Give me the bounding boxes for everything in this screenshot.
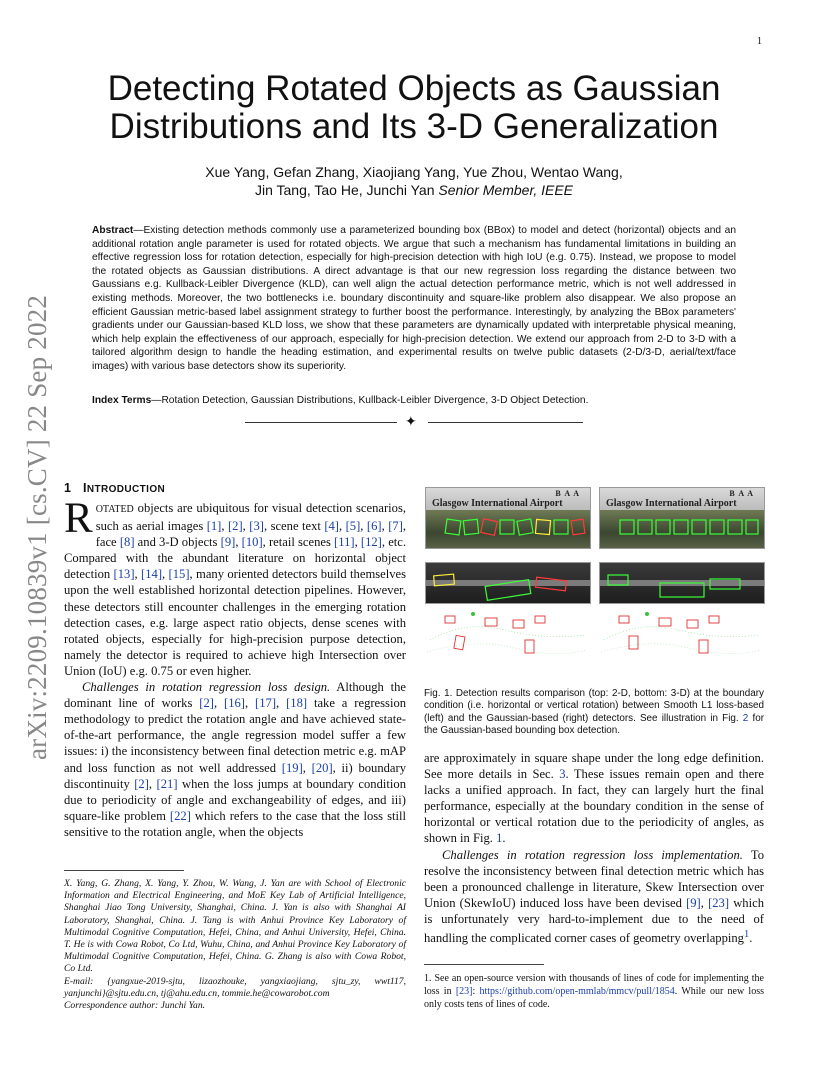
citation-link[interactable]: [19] [281,760,303,775]
text-run: , [302,760,312,775]
paragraph-heading: Challenges in rotation regression loss design. [82,680,331,695]
citation-link[interactable]: [16] [224,696,245,711]
citation-link[interactable]: [17] [255,696,277,711]
banner-small-text: B A A [555,489,580,498]
text-run: , [242,519,250,534]
title-line-1: Detecting Rotated Objects as Gaussian [107,69,721,108]
footnote-marker-link[interactable]: 1 [743,929,750,941]
footnote-rule-left [64,870,184,871]
section-heading [64,481,165,495]
text-run: , [148,776,157,791]
citation-link[interactable]: [20] [311,760,333,775]
citation-link[interactable]: [4] [324,519,339,534]
section-ref-link[interactable]: 3 [559,767,566,782]
github-url-link[interactable]: https://github.com/open-mmlab/mmcv/pull/1854 [479,986,675,997]
text-run: , retail scenes [262,535,335,550]
banner-small-text: B A A [729,489,754,498]
citation-link[interactable]: [22] [169,808,191,823]
caption-text: Fig. 1. Detection results comparison (top: 2-D, bottom: 3-D) at the boundary condition (i.e. horizontal or vertical rotation) between Smooth L1 loss-based (left) and the Gaussian-based (right) detectors. See illustration in Fig. [424,688,764,724]
figure-panel-smooth-l1 [425,484,591,684]
text-run: , [381,519,389,534]
figure-1-caption [424,688,764,738]
apron-area [600,510,764,548]
citation-link[interactable]: [13] [113,567,135,582]
lidar-scene [599,610,763,660]
text-run: . [502,831,506,846]
text-run: , [213,696,225,711]
runway [426,563,590,603]
lidar-points [599,610,763,660]
paper-title [60,70,768,146]
text-run: , [162,567,169,582]
right-column-text [424,750,764,946]
abstract-text: —Existing detection methods commonly use a parameterized bounding box (BBox) to model and detect (horizontal) objects and an additional rotation angle parameter is used for rotated objects. We argue that such a mechanism has fundamental limitations in building an effective regression loss for rotation detection, especially for high-precision detection with high IoU (e.g. 0.75). Instead, we propose to model the rotated objects as Gaussian distributions. A direct advantage is that our new regression loss regarding the distance between two Gaussians e.g. Kullback-Leibler Divergence (KLD), can well align the actual detection performance metric, which is not well addressed in existing methods. Moreover, the two bottlenecks i.e. boundary discontinuity and square-like problem also disappear. We also propose an efficient Gaussian metric-based label assignment strategy to further boost the performance. Interestingly, by analyzing the BBox parameters' gradients under our Gaussian-based KLD loss, we show that these parameters are dynamically updated with interpretable physical meaning, which help explain the effectiveness of our approach, especially for high-precision detection. We extend our approach from 2-D to 3-D with a tailored algorithm design to handle the heading estimation, and experimental results on twelve public datasets (2-D/3-D, aerial/text/face images) with various base detectors show its superiority. [92,225,736,372]
intro-paragraph-1 [64,495,407,679]
page-number: 1 [757,36,762,47]
paragraph-heading: Challenges in rotation regression loss implementation. [442,847,743,862]
separator-line-left [245,422,397,423]
separator-line-right [428,422,583,423]
author-affiliation-footnote [64,878,406,1012]
right-paragraph-2 [424,847,764,947]
title-line-2: Distributions and Its 3-D Generalization [109,107,719,146]
index-terms [92,394,736,408]
runway-image [425,562,591,604]
affiliation-email: E-mail: {yangxue-2019-sjtu, lizaozhouke, yangxiaojiang, sjtu_zy, wwt117, yanjunchi}@sjtu.edu.cn, tj@ahu.edu.cn, tommie.he@cowarobot.com [64,975,406,999]
intro-paragraph-2 [64,679,406,840]
caption-text: for the Gaussian-based bounding box detection. [424,712,764,737]
section-title-initial: I [82,481,87,495]
index-terms-label: Index Terms [92,395,152,406]
author-list [60,163,768,199]
abstract-label: Abstract [92,225,134,236]
citation-link[interactable]: [10] [241,535,263,550]
drop-cap: R [64,495,93,542]
text-run: , ii) boundary discontinuity [64,760,407,791]
lidar-scene [425,610,589,660]
airport-banner [600,488,764,510]
text-run: objects are ubiquitous for visual detection scenarios, such as aerial images [95,501,406,534]
airport-image [599,487,765,549]
introduction-text [64,495,407,840]
index-terms-text: —Rotation Detection, Gaussian Distributions, Kullback-Leibler Divergence, 3-D Object Detection. [151,395,589,406]
text-run: , face [95,519,407,550]
text-run: , etc. Compared with the abundant literature on horizontal object detection [64,535,407,582]
text-run: , [339,519,346,534]
citation-link[interactable]: [23] [455,986,473,997]
arxiv-identifier-stamp: arXiv:2209.10839v1 [cs.CV] 22 Sep 2022 [22,294,52,760]
citation-link[interactable]: [11] [334,535,355,550]
text-run: To resolve the inconsistency between final detection metric which has been a pronounced challenge in literature, Skew Intersection over Union (SkewIoU) induced loss have been devised [424,847,765,910]
banner-text: Glasgow International Airport [432,498,563,509]
text-run: and 3-D objects [134,535,221,550]
citation-link[interactable]: [5] [345,519,361,534]
citation-link[interactable]: [23] [708,895,730,910]
text-run: take a regression methodology to predict the rotation angle and have achieved state-of-the-art performance, the angle regression model suffer a few issues: i) the inconsistency between final detection metric e.g. mAP and loss function as not well addressed [64,696,407,775]
section-title-rest: NTRODUCTION [86,484,166,495]
intro-smallcaps: OTATED [95,504,134,515]
separator-diamond-icon: ✦ [405,413,417,429]
text-run: . [749,931,753,946]
figure-1 [425,484,765,684]
figure-ref-link[interactable]: 2 [742,712,749,724]
footnote-1 [424,972,764,1011]
citation-link[interactable]: [9] [686,895,701,910]
runway-image [599,562,765,604]
text-run: , [276,696,287,711]
text-run: which refers to the case that the loss still sensitive to the rotation angle, when the objects [64,808,406,839]
text-run: which is unfortunately very hard-to-implement due to the need of handling the complicated corner cases of geometry overlapping [424,895,764,946]
text-run: , many oriented detectors build themselves upon the well established horizontal detection pipelines. However, these detectors still encounter challenges in the emerging rotation detection cases, e.g. large aspect ratio objects, dense scenes with rotated objects, especially for high-precision purpose detection, namely the detector is required to achieve high Intersection over Union (IoU) e.g. 0.75 or even higher. [64,567,407,678]
text-run: , [245,696,256,711]
text-run: , scene text [263,519,325,534]
citation-link[interactable]: [2] [134,776,149,791]
citation-link[interactable]: [7] [388,519,403,534]
citation-link[interactable]: [8] [119,535,135,550]
section-number: 1 [64,481,72,495]
lidar-points [425,610,589,660]
citation-link[interactable]: [2] [227,519,243,534]
text-run: , [134,567,142,582]
vehicle-boxes [426,563,590,603]
citation-link[interactable]: [6] [366,519,382,534]
text-run: , [700,895,709,910]
authors-line-1: Xue Yang, Gefan Zhang, Xiaojiang Yang, Yue Zhou, Wentao Wang, [205,164,623,180]
text-run: when the loss jumps at boundary condition due to periodicity of angle and exchangeability of edges, and iii) square-like problem [64,776,406,823]
footnote-text: 1. See an open-source version with thousands of lines of code for implementing the loss in [424,973,764,997]
footnote-rule-right [424,964,544,965]
banner-text: Glasgow International Airport [606,498,737,509]
citation-link[interactable]: [1] [206,519,222,534]
detection-boxes [426,510,590,548]
text-run: . These issues remain open and there lacks a unified approach. In fact, they can largely hurt the final performance, especially at the boundary condition in the sense of horizontal or vertical rotation due to the periodicity of angles, as shown in Fig. [424,767,764,846]
text-run: , [235,535,242,550]
citation-link[interactable]: [18] [286,696,308,711]
citation-link[interactable]: [2] [199,696,214,711]
apron-area [426,510,590,548]
footnote-text: : [472,986,480,997]
text-run: Although the dominant line of works [64,680,406,711]
text-run: , [354,535,361,550]
authors-line-2 [60,181,768,199]
right-paragraph-1 [424,750,764,847]
runway [600,563,764,603]
citation-link[interactable]: [9] [220,535,236,550]
figure-ref-link[interactable]: 1 [496,831,503,846]
figure-panel-gaussian [599,484,765,684]
authors-role: Senior Member, IEEE [438,182,574,198]
footnote-text: . While our new loss only costs tens of lines of code. [424,986,764,1010]
citation-link[interactable]: [21] [156,776,178,791]
citation-link[interactable]: [14] [141,567,163,582]
affiliation-text: X. Yang, G. Zhang, X. Yang, Y. Zhou, W. Wang, J. Yan are with School of Electronic Information and Electrical Engineering, and MoE Key Lab of Artificial Intelligence, Shanghai Jiao Tong University, Shanghai, China. J. Yan is also with Shanghai AI Laboratory, Shanghai, China. J. Tang is with Anhui Province Key Laboratory of Multimodal Cognitive Computation, Hefei, China, and Anhui University, Hefei, China. T. He is with Cowa Robot, Co Ltd, Wuhu, China, and Anhui Province Key Laboratory of Multimodal Cognitive Computation, Hefei, China. G. Zhang is also with Cowa Robot, Co Ltd. [64,878,406,975]
citation-link[interactable]: [3] [249,519,264,534]
text-run: , [360,519,367,534]
airport-image [425,487,591,549]
abstract [92,224,736,374]
airport-banner [426,488,590,510]
vehicle-boxes [600,563,764,603]
affiliation-correspondence: Correspondence author: Junchi Yan. [64,1000,206,1012]
authors-names: Jin Tang, Tao He, Junchi Yan [254,182,435,198]
text-run: are approximately in square shape under the long edge definition. See more details in Sec. [424,751,764,782]
citation-link[interactable]: [15] [168,567,190,582]
citation-link[interactable]: [12] [360,535,382,550]
text-run: , [221,519,228,534]
detection-boxes [600,510,764,548]
